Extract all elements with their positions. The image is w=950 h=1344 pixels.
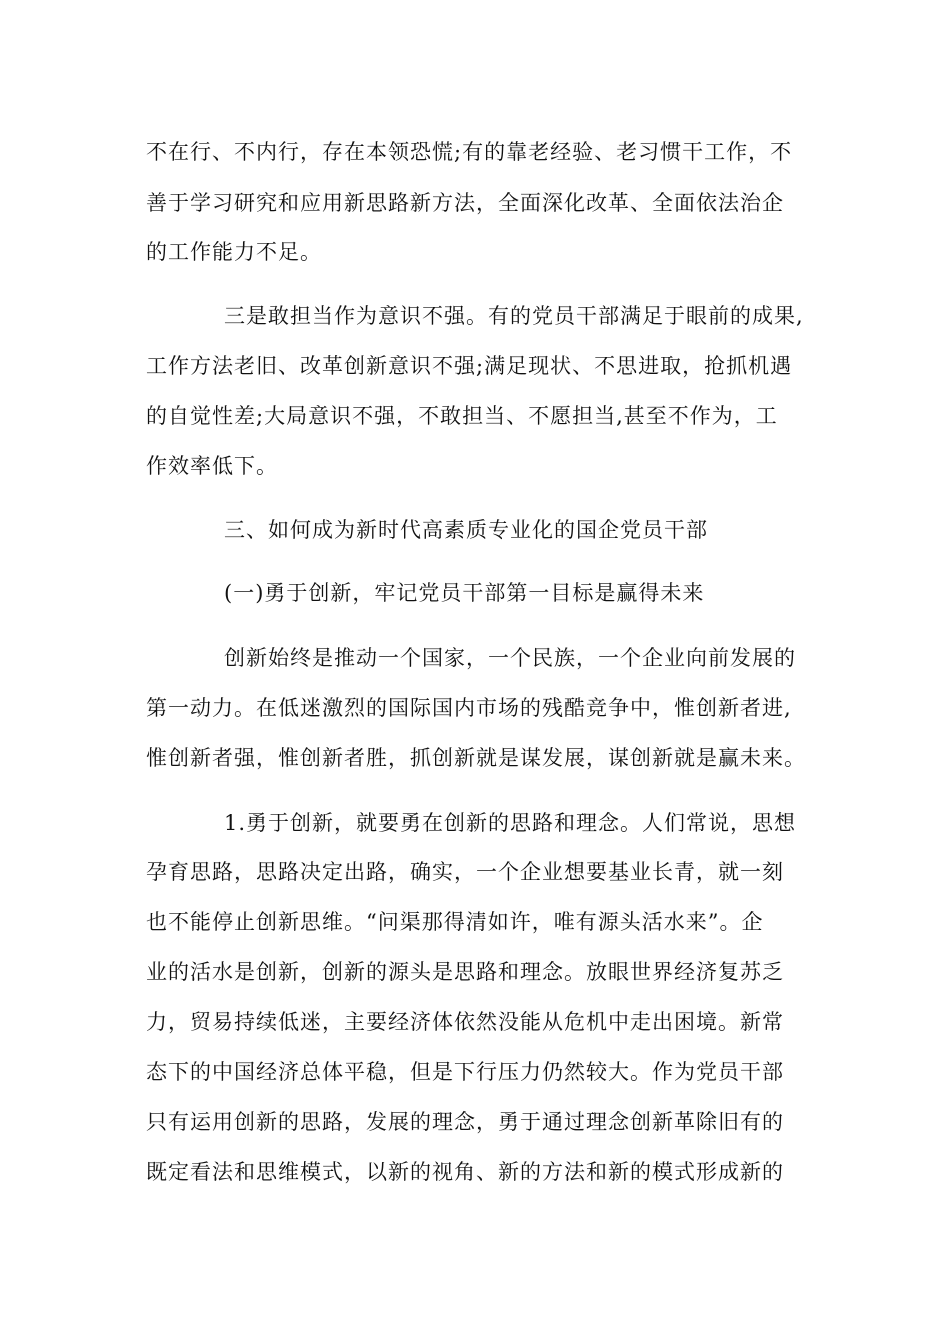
text-line-18: 态下的中国经济总体平稳，但是下行压力仍然较大。作为党员干部 bbox=[146, 1060, 784, 1084]
text-line-12: 惟创新者强，惟创新者胜，抓创新就是谋发展，谋创新就是赢未来。 bbox=[146, 746, 806, 770]
text-line-17: 力，贸易持续低迷，主要经济体依然没能从危机中走出困境。新常 bbox=[146, 1010, 784, 1034]
text-line-3: 的工作能力不足。 bbox=[146, 240, 322, 264]
text-line-16: 业的活水是创新，创新的源头是思路和理念。放眼世界经济复苏乏 bbox=[146, 960, 784, 984]
section-heading: 三、如何成为新时代高素质专业化的国企党员干部 bbox=[224, 518, 708, 542]
paragraph-point-one-start: 1.勇于创新，就要勇在创新的思路和理念。人们常说，思想 bbox=[224, 811, 797, 835]
paragraph-innovation-start: 创新始终是推动一个国家，一个民族，一个企业向前发展的 bbox=[224, 646, 796, 670]
text-line-5: 工作方法老旧、改革创新意识不强;满足现状、不思进取，抢抓机遇 bbox=[146, 354, 793, 378]
text-line-14: 孕育思路，思路决定出路，确实，一个企业想要基业长青，就一刻 bbox=[146, 860, 784, 884]
text-line-20: 既定看法和思维模式，以新的视角、新的方法和新的模式形成新的 bbox=[146, 1160, 784, 1184]
text-line-15: 也不能停止创新思维。“问渠那得清如许，唯有源头活水来”。企 bbox=[146, 910, 764, 934]
text-line-2: 善于学习研究和应用新思路新方法，全面深化改革、全面依法治企 bbox=[146, 191, 784, 215]
subsection-heading: (一)勇于创新，牢记党员干部第一目标是赢得未来 bbox=[224, 581, 705, 605]
paragraph-three-start: 三是敢担当作为意识不强。有的党员干部满足于眼前的成果, bbox=[224, 304, 804, 328]
text-line-11: 第一动力。在低迷激烈的国际国内市场的残酷竞争中，惟创新者进, bbox=[146, 696, 792, 720]
text-line-19: 只有运用创新的思路，发展的理念，勇于通过理念创新革除旧有的 bbox=[146, 1110, 784, 1134]
text-line-1: 不在行、不内行，存在本领恐慌;有的靠老经验、老习惯干工作，不 bbox=[146, 140, 793, 164]
text-line-7: 作效率低下。 bbox=[146, 454, 278, 478]
text-line-6: 的自觉性差;大局意识不强，不敢担当、不愿担当,甚至不作为，工 bbox=[146, 404, 778, 428]
